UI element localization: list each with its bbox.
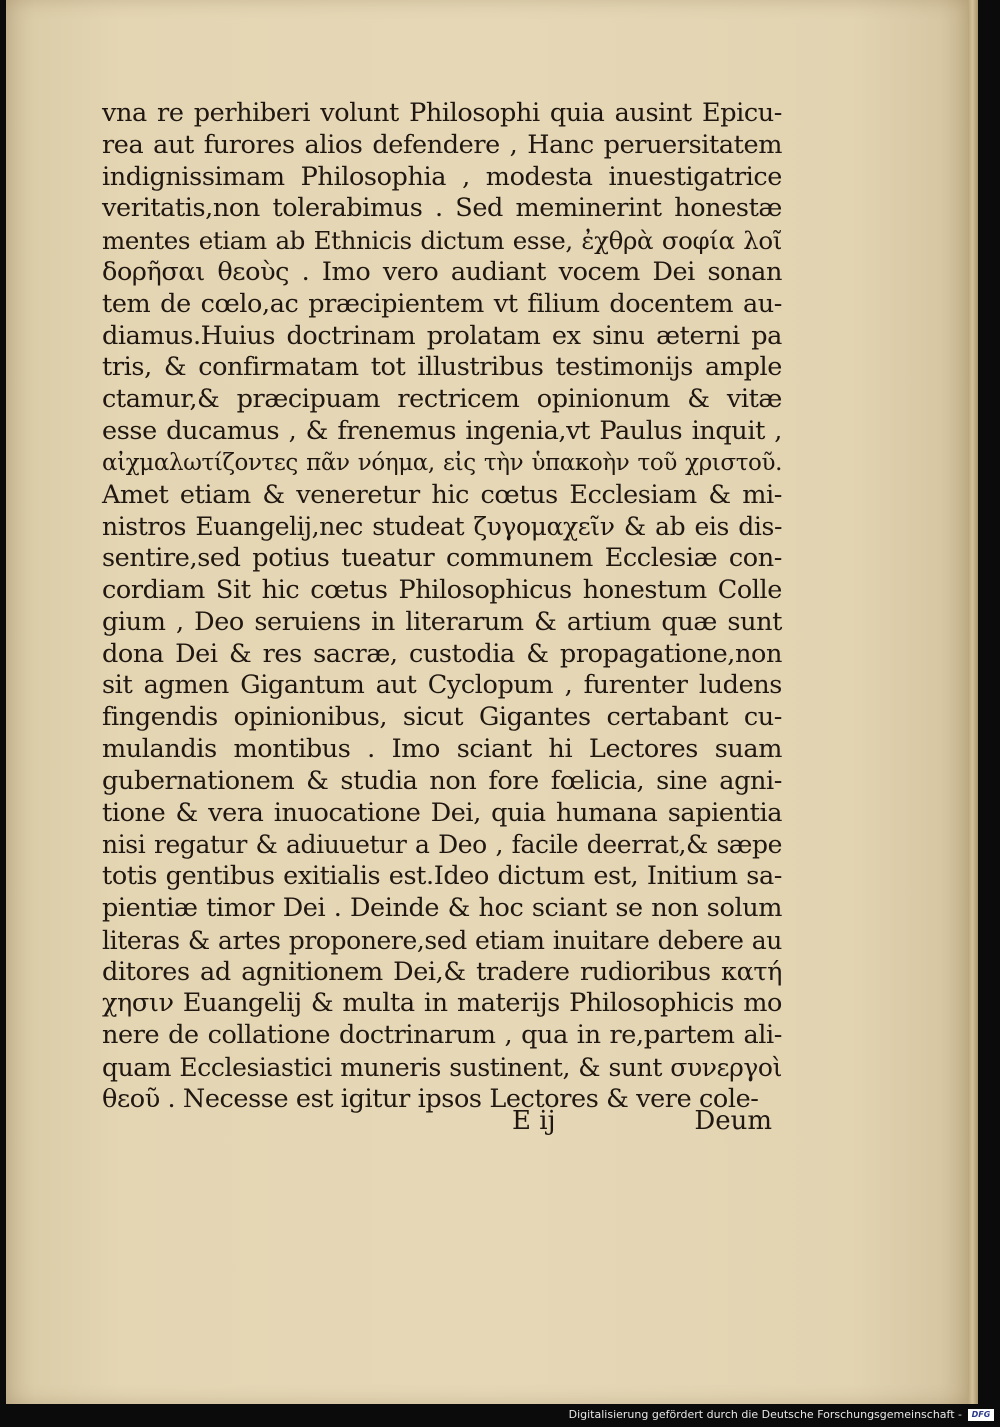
text-line: ditores ad agnitionem Dei,& tradere rudioribus κατή: [102, 956, 782, 987]
text-line: θεοῦ . Necesse est igitur ipsos Lectores & vere cole-: [102, 1083, 759, 1114]
text-line: vna re perhiberi volunt Philosophi quia ausint Epicu-: [102, 98, 782, 128]
text-line: quam Ecclesiastici muneris sustinent, & sunt συνεργοὶ: [102, 1052, 782, 1082]
text-line: dona Dei & res sacræ, custodia & propagatione,non: [102, 638, 782, 669]
text-line: fingendis opinionibus, sicut Gigantes certabant cu-: [102, 702, 782, 733]
text-line: mulandis montibus . Imo sciant hi Lectores suam: [102, 733, 782, 764]
text-line: tione & vera inuocatione Dei, quia humana sapientia: [102, 797, 782, 828]
text-line: χησιν Euangelij & multa in materijs Philosophicis mo: [102, 988, 782, 1019]
body-text: [102, 98, 782, 1116]
text-line: literas & artes proponere,sed etiam inuitare debere au: [102, 925, 782, 955]
funding-note: Digitalisierung gefördert durch die Deutsche Forschungsgemeinschaft -: [568, 1408, 962, 1421]
text-line: Amet etiam & veneretur hic cœtus Ecclesiam & mi-: [102, 479, 782, 510]
text-line: diamus.Huius doctrinam prolatam ex sinu æterni pa: [102, 320, 782, 351]
text-line: nisi regatur & adiuuetur a Deo , facile deerrat,& sæpe: [102, 830, 782, 860]
footer-bar: [0, 1404, 1000, 1427]
text-line: esse ducamus , & frenemus ingenia,vt Paulus inquit ,: [102, 415, 782, 446]
text-line: mentes etiam ab Ethnicis dictum esse, ἐχθρὰ σοφία λοῖ: [102, 226, 782, 256]
text-line: nere de collatione doctrinarum , qua in re,partem ali-: [102, 1020, 782, 1051]
text-line: pientiæ timor Dei . Deinde & hoc sciant se non solum: [102, 892, 782, 923]
catchword: Deum: [694, 1106, 772, 1136]
text-line: indignissimam Philosophia , modesta inuestigatrice: [102, 161, 782, 192]
text-line: tem de cœlo,ac præcipientem vt filium docentem au-: [102, 288, 782, 319]
page-edge: [968, 0, 978, 1404]
text-line: gubernationem & studia non fore fœlicia, sine agni-: [102, 765, 782, 796]
text-line: rea aut furores alios defendere , Hanc peruersitatem: [102, 129, 782, 160]
dfg-logo: DFG: [968, 1409, 994, 1421]
text-line: δορῆσαι θεοὺς . Imo vero audiant vocem Dei sonan: [102, 256, 782, 287]
text-line: cordiam Sit hic cœtus Philosophicus honestum Colle: [102, 574, 782, 605]
text-line: veritatis,non tolerabimus . Sed meminerint honestæ: [102, 193, 782, 224]
text-line: sit agmen Gigantum aut Cyclopum , furenter ludens: [102, 670, 782, 701]
text-line: αἰχμαλωτίζοντες πᾶν νόημα, εἰς τὴν ὑπακοὴν τοῦ χριστοῦ.: [102, 449, 782, 476]
signature-mark: E ij: [512, 1106, 556, 1136]
text-line: gium , Deo seruiens in literarum & artium quæ sunt: [102, 606, 782, 637]
signature-line: [102, 1106, 782, 1140]
text-line: nistros Euangelij,nec studeat ζυγομαχεῖν & ab eis dis-: [102, 512, 782, 542]
text-line: ctamur,& præcipuam rectricem opinionum & vitæ: [102, 384, 782, 415]
text-line: totis gentibus exitialis est.Ideo dictum est, Initium sa-: [102, 861, 782, 892]
text-line: tris, & confirmatam tot illustribus testimonijs ample: [102, 352, 782, 383]
text-line: sentire,sed potius tueatur communem Ecclesiæ con-: [102, 543, 782, 574]
